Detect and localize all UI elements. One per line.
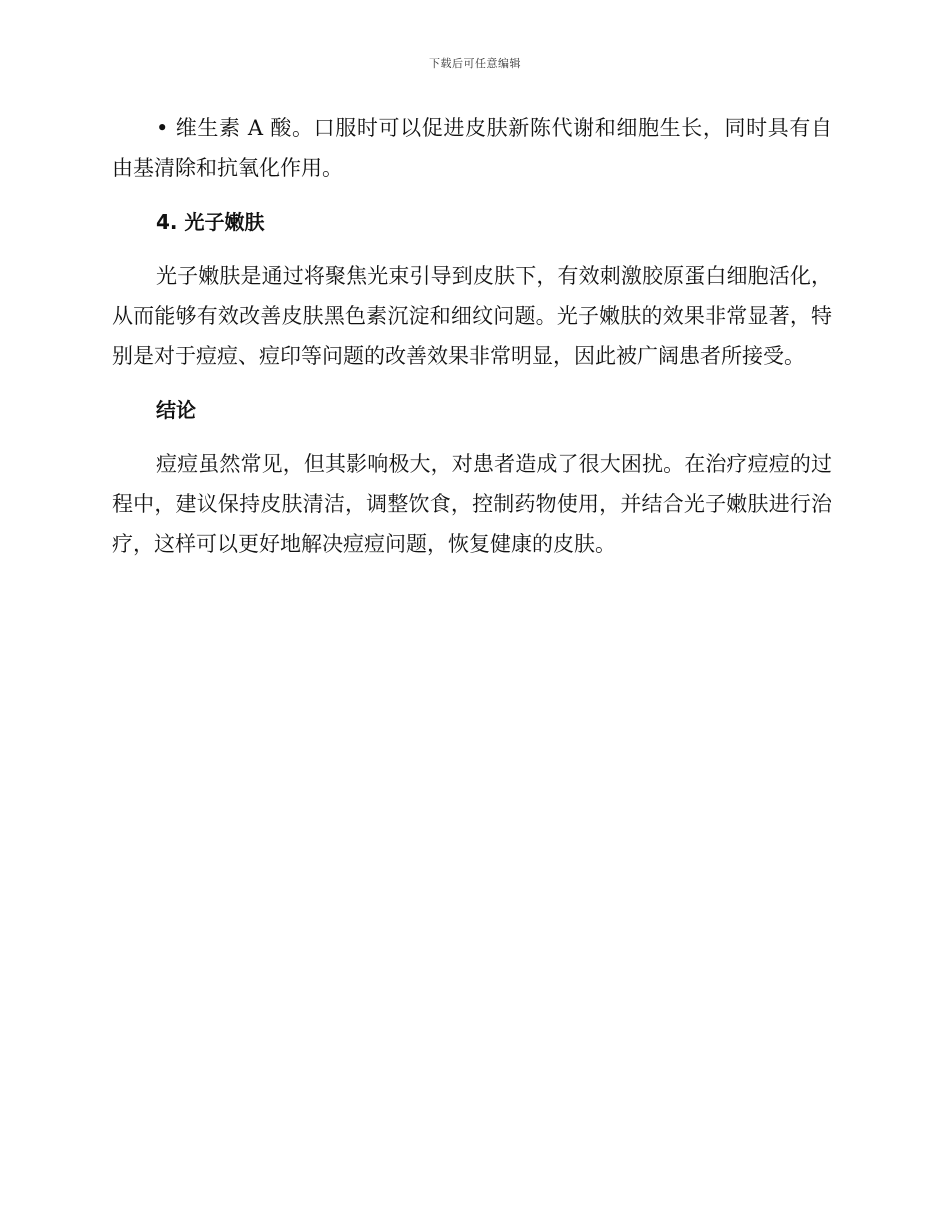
paragraph-conclusion: 痘痘虽然常见，但其影响极大，对患者造成了很大困扰。在治疗痘痘的过程中，建议保持皮肤清洁，调整饮食，控制药物使用，并结合光子嫩肤进行治疗，这样可以更好地解决痘痘问题，恢复健康的皮肤。	[112, 452, 832, 556]
section-heading-conclusion: 结论	[156, 398, 196, 422]
paragraph-photon: 光子嫩肤是通过将聚焦光束引导到皮肤下，有效刺激胶原蛋白细胞活化，从而能够有效改善皮肤黑色素沉淀和细纹问题。光子嫩肤的效果非常显著，特别是对于痘痘、痘印等问题的改善效果非常明显，因此被广阔患者所接受。	[112, 264, 832, 368]
document-body	[112, 108, 832, 578]
paragraph-vitamin-a: • 维生素 A 酸。口服时可以促进皮肤新陈代谢和细胞生长，同时具有自由基清除和抗氧化作用。	[112, 116, 832, 180]
page-header-note: 下载后可任意编辑	[429, 57, 521, 70]
section-heading-photon: 4. 光子嫩肤	[156, 210, 265, 234]
